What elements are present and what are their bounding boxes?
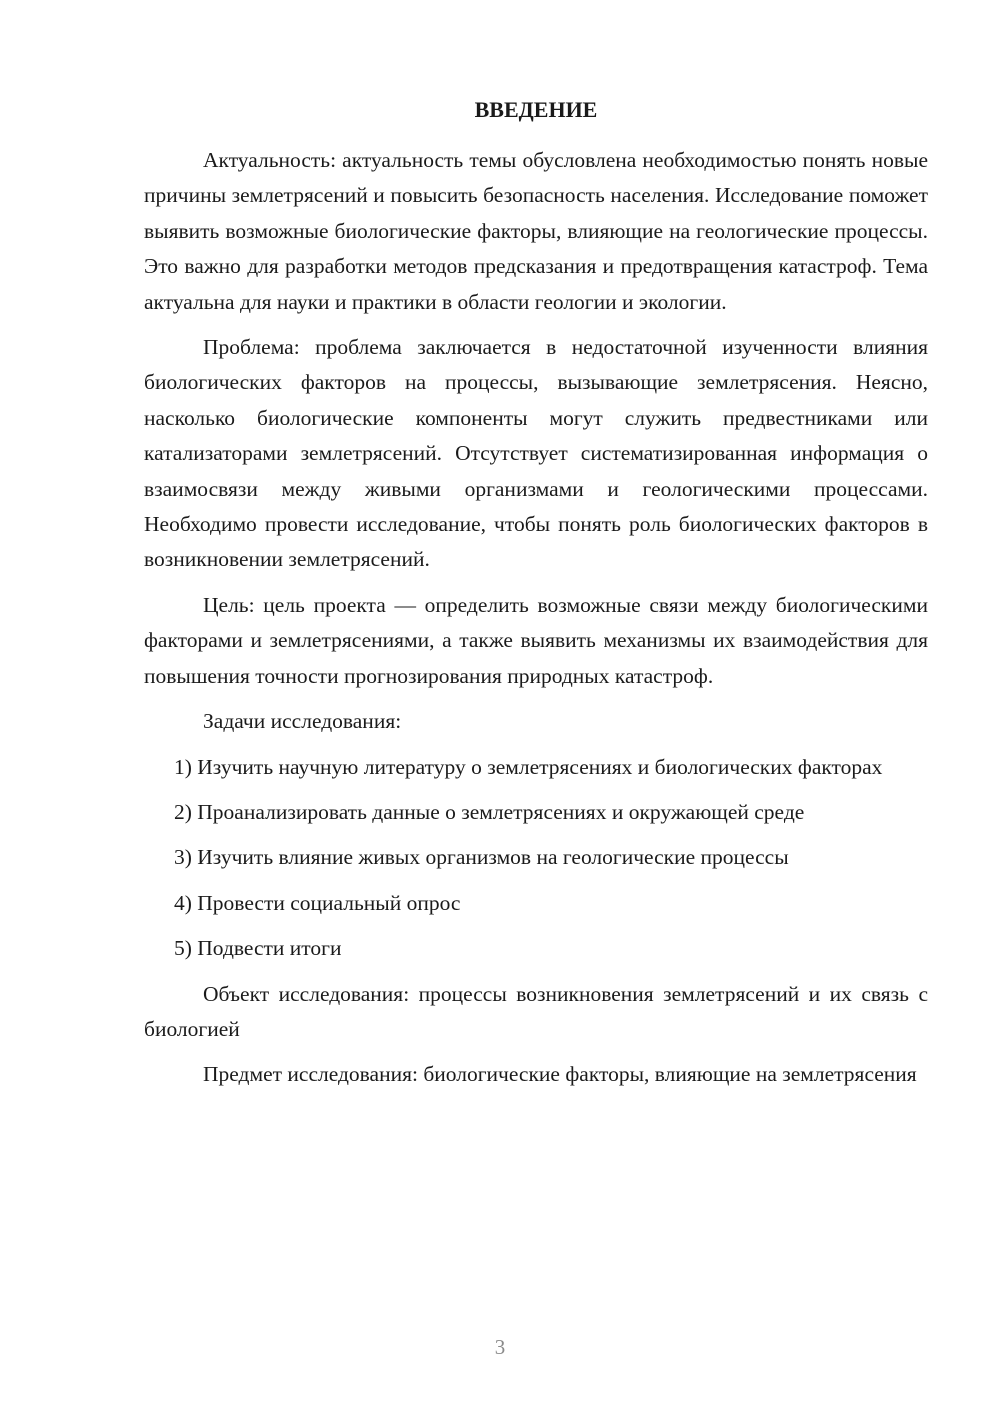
page-number: 3 <box>494 1335 506 1359</box>
paragraph-subject: Предмет исследования: биологические факторы, влияющие на землетрясения <box>203 1062 917 1087</box>
paragraph-relevance: Актуальность: актуальность темы обусловлена необходимостью понять новые причины землетрясений и повысить безопасность населения. Исследование поможет выявить возможные биологические факторы, влияющие на геологические процессы. Это важно для разработки методов предсказания и предотвращения катастроф. Тема актуальна для науки и практики в области геологии и экологии. <box>144 148 928 314</box>
page-content <box>144 95 928 1103</box>
section-heading: ВВЕДЕНИЕ <box>474 97 598 122</box>
list-item: 4) Провести социальный опрос <box>174 890 461 915</box>
list-item: 1) Изучить научную литературу о землетрясениях и биологических факторах <box>174 754 883 779</box>
tasks-list <box>144 750 928 967</box>
paragraph-problem: Проблема: проблема заключается в недостаточной изученности влияния биологических факторов на процессы, вызывающие землетрясения. Неясно, насколько биологические компоненты могут служить предвестниками или катализаторами землетрясений. Отсутствует систематизированная информация о взаимосвязи между живыми организмами и геологическими процессами. Необходимо провести исследование, чтобы понять роль биологических факторов в возникновении землетрясений. <box>144 335 928 572</box>
list-item: 2) Проанализировать данные о землетрясениях и окружающей среде <box>174 799 805 824</box>
paragraph-object: Объект исследования: процессы возникновения землетрясений и их связь с биологией <box>144 981 928 1041</box>
list-item: 5) Подвести итоги <box>174 936 342 961</box>
paragraph-goal: Цель: цель проекта — определить возможные связи между биологическими факторами и землетрясениями, а также выявить механизмы их взаимодействия для повышения точности прогнозирования природных катастроф. <box>144 592 928 688</box>
tasks-title: Задачи исследования: <box>203 709 402 734</box>
list-item: 3) Изучить влияние живых организмов на геологические процессы <box>174 845 789 870</box>
